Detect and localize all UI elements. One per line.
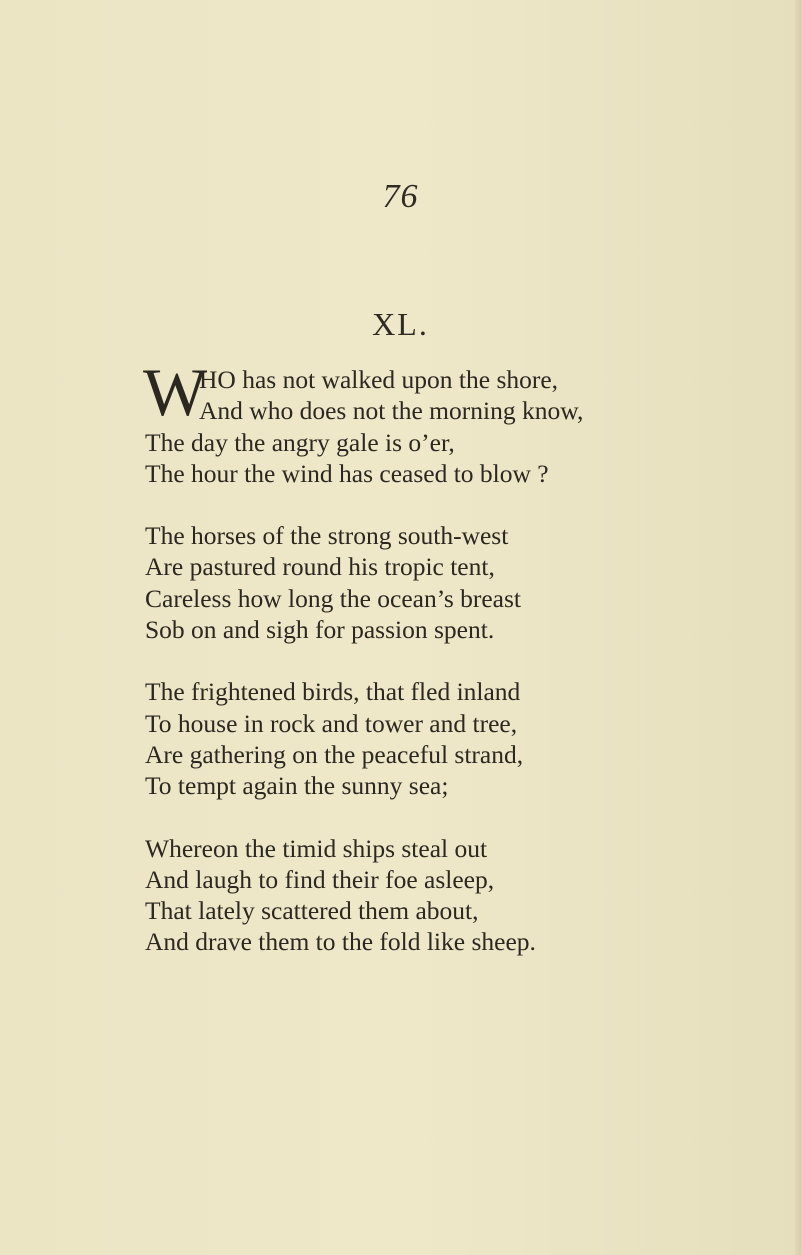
- poem-line: And who does not the morning know,: [199, 396, 584, 426]
- poem-line: And laugh to find their foe asleep,: [145, 864, 495, 894]
- stanza-1: [143, 354, 785, 489]
- stanza-4: [145, 833, 785, 958]
- poem-line: The day the angry gale is o’er,: [145, 427, 455, 457]
- poem-line: That lately scattered them about,: [145, 896, 479, 926]
- drop-cap: W: [143, 354, 208, 430]
- poem-line: To tempt again the sunny sea;: [145, 771, 449, 801]
- poem-line: Sob on and sigh for passion spent.: [145, 615, 495, 645]
- poem-line: Are pastured round his tropic tent,: [145, 552, 495, 582]
- poem-line: And drave them to the fold like sheep.: [145, 927, 536, 957]
- poem-line: The frightened birds, that fled inland: [145, 677, 521, 707]
- poem-line: The hour the wind has ceased to blow ?: [145, 458, 549, 488]
- stanza-3: [145, 676, 785, 801]
- poem-line: Whereon the timid ships steal out: [145, 833, 488, 863]
- stanza-2: [145, 520, 785, 645]
- poem-line: HO has not walked upon the shore,: [199, 365, 559, 394]
- poem-line: Careless how long the ocean’s breast: [145, 583, 522, 613]
- poem-title: XL.: [372, 306, 429, 342]
- page-number: 76: [382, 178, 419, 215]
- poem-line: Are gathering on the peaceful strand,: [145, 739, 524, 769]
- poem-body: [143, 354, 785, 989]
- poem-line: To house in rock and tower and tree,: [145, 708, 518, 738]
- poem-line: The horses of the strong south-west: [145, 521, 509, 551]
